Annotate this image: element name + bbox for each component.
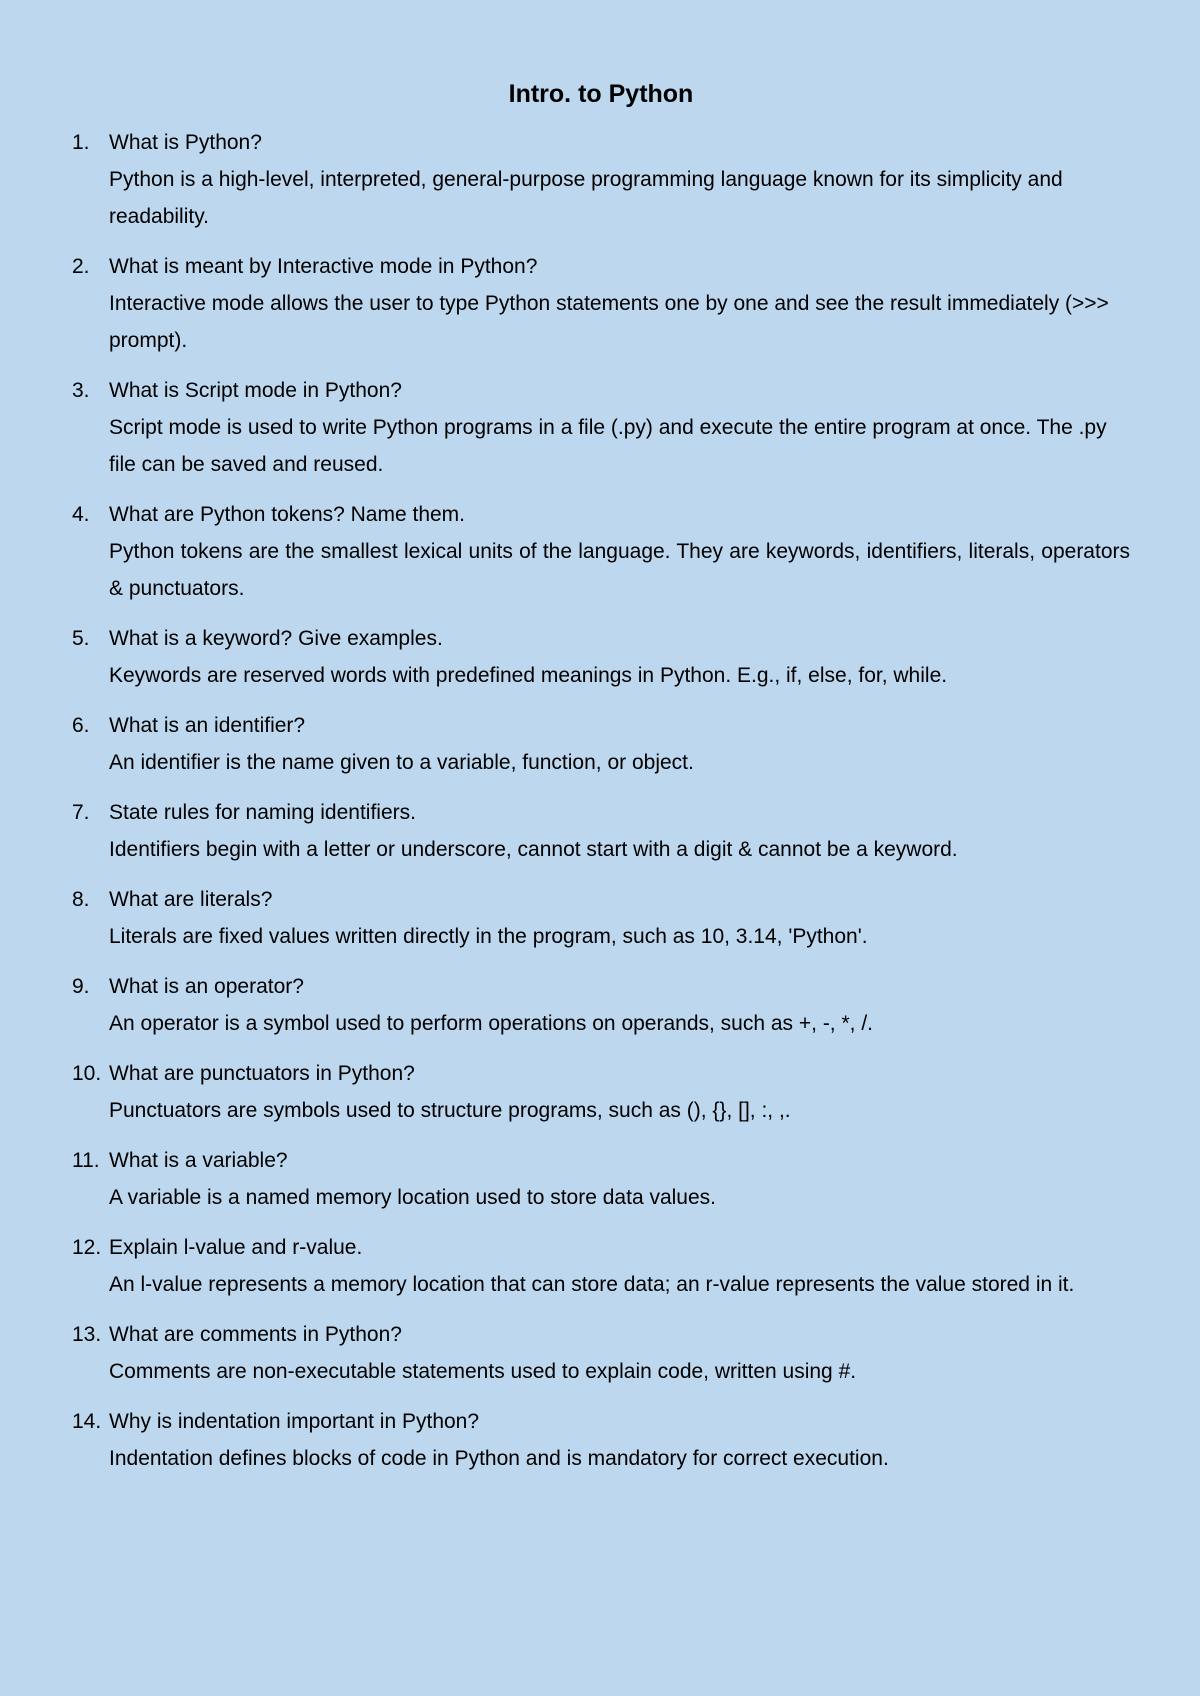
qa-list xyxy=(72,124,1130,1477)
qa-item-11 xyxy=(72,1142,1130,1216)
qa-answer: Script mode is used to write Python programs in a file (.py) and execute the entire program at once. The .py file can be saved and reused. xyxy=(109,416,1107,476)
qa-number: 7. xyxy=(72,801,90,824)
qa-item-7 xyxy=(72,794,1130,868)
qa-answer: Identifiers begin with a letter or underscore, cannot start with a digit & cannot be a keyword. xyxy=(109,838,958,861)
qa-question: What are comments in Python? xyxy=(109,1323,402,1346)
qa-question: What are literals? xyxy=(109,888,273,911)
qa-item-13 xyxy=(72,1316,1130,1390)
qa-number: 9. xyxy=(72,975,90,998)
qa-number: 6. xyxy=(72,714,90,737)
qa-answer: An operator is a symbol used to perform operations on operands, such as +, -, *, /. xyxy=(109,1012,873,1035)
qa-question: State rules for naming identifiers. xyxy=(109,801,416,824)
qa-item-6 xyxy=(72,707,1130,781)
qa-answer: Literals are fixed values written directly in the program, such as 10, 3.14, 'Python'. xyxy=(109,925,868,948)
qa-answer: Comments are non-executable statements used to explain code, written using #. xyxy=(109,1360,857,1383)
qa-number: 11. xyxy=(72,1149,100,1172)
qa-item-4 xyxy=(72,496,1130,607)
qa-number: 4. xyxy=(72,503,90,526)
qa-question: What is a keyword? Give examples. xyxy=(109,627,443,650)
qa-answer: Python is a high-level, interpreted, general-purpose programming language known for its simplicity and readability. xyxy=(109,168,1063,228)
qa-number: 12. xyxy=(72,1236,102,1259)
qa-item-2 xyxy=(72,248,1130,359)
qa-answer: Indentation defines blocks of code in Python and is mandatory for correct execution. xyxy=(109,1447,889,1470)
qa-number: 8. xyxy=(72,888,90,911)
qa-answer: Interactive mode allows the user to type Python statements one by one and see the result immediately (>>> prompt). xyxy=(109,292,1109,352)
qa-number: 1. xyxy=(72,131,90,154)
qa-item-9 xyxy=(72,968,1130,1042)
qa-item-8 xyxy=(72,881,1130,955)
qa-answer: Python tokens are the smallest lexical units of the language. They are keywords, identifiers, literals, operators & punctuators. xyxy=(109,540,1130,600)
qa-answer: An identifier is the name given to a variable, function, or object. xyxy=(109,751,694,774)
qa-answer: An l-value represents a memory location that can store data; an r-value represents the value stored in it. xyxy=(109,1273,1075,1296)
qa-number: 13. xyxy=(72,1323,102,1346)
qa-item-14 xyxy=(72,1403,1130,1477)
qa-question: What is Script mode in Python? xyxy=(109,379,402,402)
qa-question: What is a variable? xyxy=(109,1149,288,1172)
qa-question: What is Python? xyxy=(109,131,262,154)
qa-number: 3. xyxy=(72,379,90,402)
qa-question: Why is indentation important in Python? xyxy=(109,1410,480,1433)
qa-number: 2. xyxy=(72,255,90,278)
qa-question: Explain l-value and r-value. xyxy=(109,1236,363,1259)
qa-number: 5. xyxy=(72,627,90,650)
qa-item-10 xyxy=(72,1055,1130,1129)
qa-item-5 xyxy=(72,620,1130,694)
qa-answer: A variable is a named memory location used to store data values. xyxy=(109,1186,716,1209)
qa-question: What is an identifier? xyxy=(109,714,306,737)
qa-question: What are punctuators in Python? xyxy=(109,1062,415,1085)
qa-item-12 xyxy=(72,1229,1130,1303)
qa-number: 14. xyxy=(72,1410,102,1433)
document-title: Intro. to Python xyxy=(508,80,694,108)
qa-answer: Keywords are reserved words with predefined meanings in Python. E.g., if, else, for, while. xyxy=(109,664,948,687)
qa-question: What is meant by Interactive mode in Python? xyxy=(109,255,538,278)
qa-number: 10. xyxy=(72,1062,102,1085)
qa-question: What is an operator? xyxy=(109,975,304,998)
qa-item-1 xyxy=(72,124,1130,235)
qa-question: What are Python tokens? Name them. xyxy=(109,503,466,526)
qa-item-3 xyxy=(72,372,1130,483)
qa-answer: Punctuators are symbols used to structure programs, such as (), {}, [], :, ,. xyxy=(109,1099,791,1122)
